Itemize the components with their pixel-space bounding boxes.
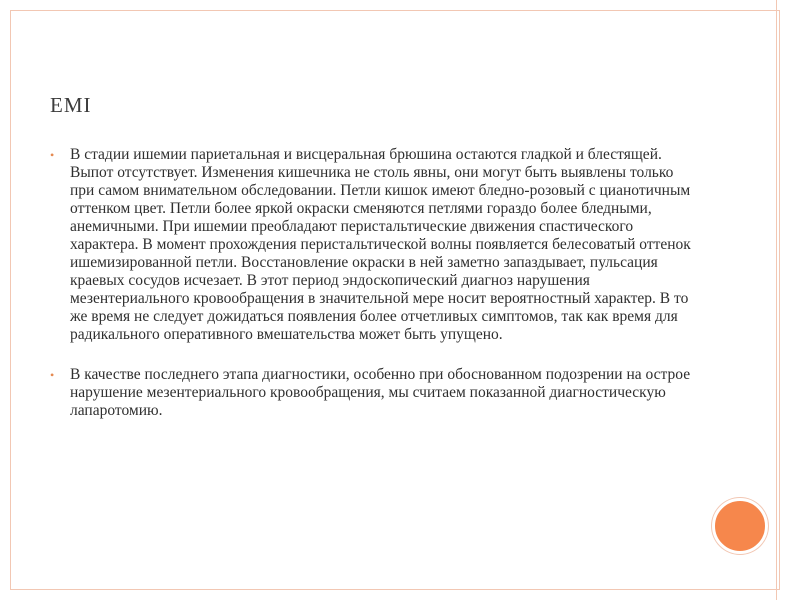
bullet-icon: • [50,368,55,382]
bullet-item [48,366,698,420]
slide-title: EMI [50,93,92,117]
bullet-text: В стадии ишемии париетальная и висцеральная брюшина остаются гладкой и блестящей. Выпот отсутствует. Изменения кишечника не столь явны, они могут быть выявлены только при самом внимательном обследовании. Петли кишок имеют бледно-розовый с цианотичным оттенком цвет. Петли более яркой окраски сменяются петлями гораздо более бледными, анемичными. При ишемии преобладают перистальтические движения спастического характера. В момент прохождения перистальтической волны появляется белесоватый оттенок ишемизированной петли. Восстановление окраски в ней заметно запаздывает, пульсация краевых сосудов исчезает. В этот период эндоскопический диагноз нарушения мезентериального кровообращения в значительной мере носит вероятностный характер. В то же время не следует дожидаться появления более отчетливых симптомов, так как время для радикального оперативного вмешательства может быть упущено. [70,146,691,343]
decorative-circle-icon [712,498,768,554]
bullet-text: В качестве последнего этапа диагностики, особенно при обоснованном подозрении на острое нарушение мезентериального кровообращения, мы считаем показанной диагностическую лапаротомию. [70,366,691,419]
slide-side-line [776,0,777,600]
bullet-icon: • [50,148,55,162]
bullet-list [48,146,698,442]
bullet-item [48,146,698,344]
